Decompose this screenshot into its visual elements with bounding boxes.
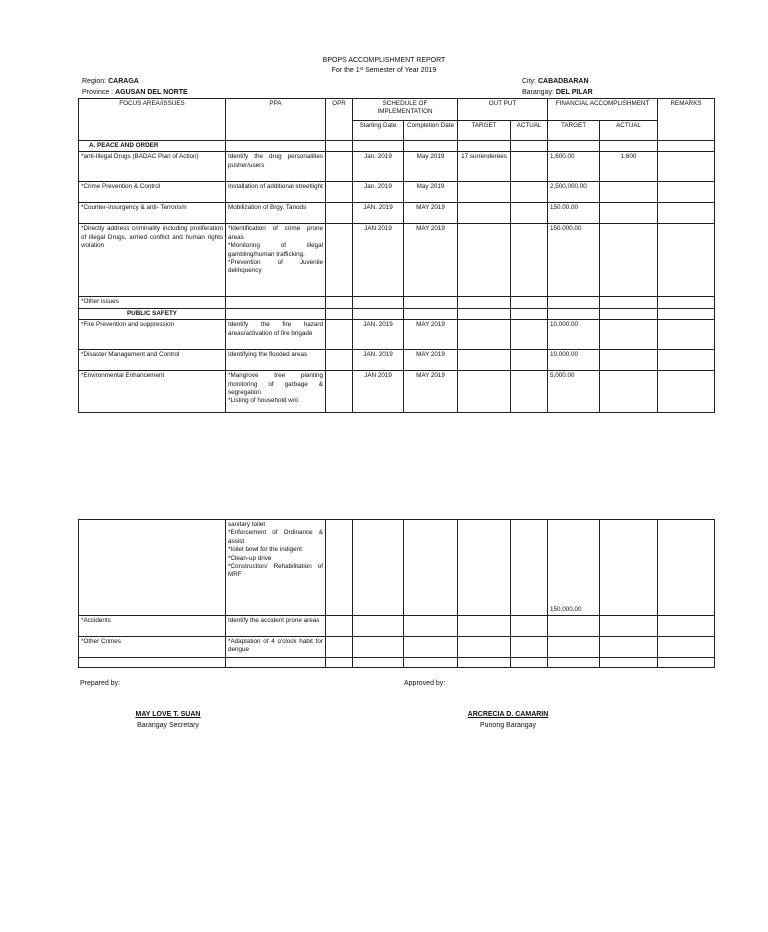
remarks-cell xyxy=(658,658,715,668)
table-row xyxy=(79,320,715,350)
focus-cell: *Crime Prevention & Control xyxy=(79,182,226,203)
remarks-cell xyxy=(658,371,715,413)
ppa-cell: *Identification of crime prone areas *Monitoring of illegal gambling/human trafficking. *Prevention of Juvenile delinquency xyxy=(226,224,326,297)
financial-actual-cell xyxy=(600,637,658,658)
ppa-cell xyxy=(226,297,326,308)
completion-date-cell: MAY 2019 xyxy=(404,320,458,350)
ppa-cell: Installation of additional streetlight xyxy=(226,182,326,203)
focus-cell: *anti-Illegal Drugs (BADAC Plan of Action) xyxy=(79,152,226,182)
output-target-cell xyxy=(458,616,511,637)
financial-actual-cell xyxy=(600,371,658,413)
output-actual-cell xyxy=(511,520,548,616)
financial-target-cell xyxy=(548,616,600,637)
financial-actual-cell xyxy=(600,520,658,616)
completion-date-cell xyxy=(404,616,458,637)
opr-cell xyxy=(326,297,353,308)
completion-date-cell: MAY 2019 xyxy=(404,224,458,297)
completion-date-cell: MAY 2019 xyxy=(404,371,458,413)
financial-target-cell xyxy=(548,658,600,668)
output-target-cell xyxy=(458,520,511,616)
header-opr: OPR xyxy=(326,99,353,141)
focus-cell xyxy=(79,658,226,668)
start-date-cell xyxy=(353,520,404,616)
start-date-cell: JAN 2019 xyxy=(353,224,404,297)
accomplishment-table xyxy=(78,98,715,413)
remarks-cell xyxy=(658,350,715,371)
table-row xyxy=(79,152,715,182)
completion-date-cell: May 2019 xyxy=(404,152,458,182)
start-date-cell xyxy=(353,637,404,658)
approved-by-label: Approved by: xyxy=(404,680,446,687)
section-peace-and-order: A. PEACE AND ORDER xyxy=(79,141,226,152)
financial-target-cell: 150,000.00 xyxy=(548,520,600,616)
prepared-role: Barangay Secretary xyxy=(137,722,199,729)
header-schedule: SCHEDULE OF IMPLEMENTATION xyxy=(353,99,458,121)
output-actual-cell xyxy=(511,297,548,308)
output-target-cell xyxy=(458,320,511,350)
completion-date-cell: MAY 2019 xyxy=(404,350,458,371)
financial-actual-cell xyxy=(600,203,658,224)
ppa-cell: *Adaptation of 4 o'clock habit for dengue xyxy=(226,637,326,658)
financial-target-cell: 10,000.00 xyxy=(548,350,600,371)
focus-cell: *Directly address criminality including proliferation of illegal Drugs, armed conflict and human rights violation xyxy=(79,224,226,297)
remarks-cell xyxy=(658,182,715,203)
focus-cell: *Accidents xyxy=(79,616,226,637)
focus-cell: *Disaster Management and Control xyxy=(79,350,226,371)
output-actual-cell xyxy=(511,637,548,658)
completion-date-cell xyxy=(404,637,458,658)
output-target-cell xyxy=(458,350,511,371)
financial-actual-cell xyxy=(600,224,658,297)
financial-target-cell: 10,000.00 xyxy=(548,320,600,350)
ppa-cell: Identify the drug personalities pusher/users xyxy=(226,152,326,182)
ppa-cell: Mobilization of Brgy. Tanods xyxy=(226,203,326,224)
financial-target-cell: 2,500,000.00 xyxy=(548,182,600,203)
output-actual-cell xyxy=(511,224,548,297)
remarks-cell xyxy=(658,320,715,350)
financial-actual-cell xyxy=(600,297,658,308)
section-row-peace xyxy=(79,141,715,152)
opr-cell xyxy=(326,658,353,668)
financial-target-cell xyxy=(548,637,600,658)
financial-target-cell: 150.00.00 xyxy=(548,203,600,224)
financial-target-cell: 150.000.00 xyxy=(548,224,600,297)
remarks-cell xyxy=(658,152,715,182)
ppa-cell: sanitary toilet *Enforcement of Ordinance & assist *toilet bowl for the indigent *Clean-up drive *Construction/ Rehabilitation of MRF xyxy=(226,520,326,616)
report-subtitle: For the 1st Semester of Year 2019 xyxy=(331,66,437,74)
output-actual-cell xyxy=(511,616,548,637)
output-target-cell xyxy=(458,203,511,224)
focus-cell: *Environmental Enhancement xyxy=(79,371,226,413)
opr-cell xyxy=(326,520,353,616)
start-date-cell xyxy=(353,616,404,637)
continuation-table xyxy=(78,519,715,668)
output-target-cell xyxy=(458,297,511,308)
header-ppa: PPA xyxy=(226,99,326,141)
output-actual-cell xyxy=(511,350,548,371)
province-line: Province : AGUSAN DEL NORTE xyxy=(82,89,188,96)
table-row xyxy=(79,658,715,668)
ppa-cell: Identify the fire hazard areas/activation of fire brigade xyxy=(226,320,326,350)
focus-cell: *Fire Prevention and suppression xyxy=(79,320,226,350)
prepared-by-label: Prepared by: xyxy=(80,680,121,687)
output-target-cell xyxy=(458,182,511,203)
financial-actual-cell xyxy=(600,182,658,203)
region-line: Region: CARAGA xyxy=(82,78,139,85)
header-output: OUT PUT xyxy=(458,99,548,121)
ppa-cell: Identifying the flooded areas xyxy=(226,350,326,371)
table-row xyxy=(79,203,715,224)
focus-cell: *Counter-Insurgency & anti- Terrorism xyxy=(79,203,226,224)
barangay-line: Barangay: DEL PILAR xyxy=(522,89,593,96)
output-actual-cell xyxy=(511,658,548,668)
header-remarks: REMARKS xyxy=(658,99,715,141)
city-line: City: CABADBARAN xyxy=(522,78,589,85)
table-row xyxy=(79,616,715,637)
table-row xyxy=(79,297,715,308)
approved-name: ARCRECIA D. CAMARIN xyxy=(467,711,549,718)
ppa-cell xyxy=(226,658,326,668)
opr-cell xyxy=(326,371,353,413)
header-financial-target: TARGET xyxy=(548,121,600,141)
focus-cell: *Other issues xyxy=(79,297,226,308)
table-row xyxy=(79,182,715,203)
financial-actual-cell xyxy=(600,658,658,668)
start-date-cell: JAN. 2019 xyxy=(353,350,404,371)
opr-cell xyxy=(326,637,353,658)
remarks-cell xyxy=(658,637,715,658)
completion-date-cell xyxy=(404,520,458,616)
remarks-cell xyxy=(658,224,715,297)
financial-actual-cell xyxy=(600,320,658,350)
header-financial-actual: ACTUAL xyxy=(600,121,658,141)
remarks-cell xyxy=(658,520,715,616)
header-output-target: TARGET xyxy=(458,121,511,141)
focus-cell: *Other Crimes xyxy=(79,637,226,658)
opr-cell xyxy=(326,320,353,350)
report-title: BPOPS ACCOMPLISHMENT REPORT xyxy=(322,57,446,64)
remarks-cell xyxy=(658,616,715,637)
opr-cell xyxy=(326,616,353,637)
output-actual-cell xyxy=(511,203,548,224)
completion-date-cell xyxy=(404,658,458,668)
opr-cell xyxy=(326,182,353,203)
approved-role: Punong Barangay xyxy=(479,722,537,729)
output-target-cell xyxy=(458,224,511,297)
output-target-cell: 17 surrenderees xyxy=(458,152,511,182)
start-date-cell: JAN 2019 xyxy=(353,371,404,413)
header-starting-date: Starting Date xyxy=(353,121,404,141)
start-date-cell: Jan. 2019 xyxy=(353,182,404,203)
completion-date-cell xyxy=(404,297,458,308)
opr-cell xyxy=(326,203,353,224)
table-row xyxy=(79,637,715,658)
section-row-public xyxy=(79,308,715,319)
output-actual-cell xyxy=(511,182,548,203)
table-row xyxy=(79,371,715,413)
completion-date-cell: May 2019 xyxy=(404,182,458,203)
financial-actual-cell xyxy=(600,350,658,371)
financial-actual-cell: 1,600 xyxy=(600,152,658,182)
financial-actual-cell xyxy=(600,616,658,637)
start-date-cell xyxy=(353,297,404,308)
financial-target-cell: 1,600.00 xyxy=(548,152,600,182)
table-row xyxy=(79,520,715,616)
output-actual-cell xyxy=(511,152,548,182)
opr-cell xyxy=(326,224,353,297)
ppa-cell: *Mangrove tree planting monitoring of garbage & segregation *Listing of household w/o xyxy=(226,371,326,413)
ppa-cell: Identify the accident prone areas xyxy=(226,616,326,637)
prepared-name: MAY LOVE T. SUAN xyxy=(135,711,201,718)
remarks-cell xyxy=(658,203,715,224)
table-row xyxy=(79,224,715,297)
start-date-cell xyxy=(353,658,404,668)
output-target-cell xyxy=(458,371,511,413)
start-date-cell: Jan. 2019 xyxy=(353,152,404,182)
completion-date-cell: MAY 2019 xyxy=(404,203,458,224)
table-row xyxy=(79,350,715,371)
financial-target-cell xyxy=(548,297,600,308)
opr-cell xyxy=(326,152,353,182)
header-focus: FOCUS AREA/ISSUES xyxy=(79,99,226,141)
header-financial: FINANCIAL ACCOMPLISHMENT xyxy=(548,99,658,121)
financial-target-cell: 5,000.00 xyxy=(548,371,600,413)
section-public-safety: PUBLIC SAFETY xyxy=(79,308,226,319)
focus-cell xyxy=(79,520,226,616)
header-output-actual: ACTUAL xyxy=(511,121,548,141)
output-actual-cell xyxy=(511,371,548,413)
remarks-cell xyxy=(658,297,715,308)
header-completion-date: Completion Date xyxy=(404,121,458,141)
opr-cell xyxy=(326,350,353,371)
output-target-cell xyxy=(458,637,511,658)
start-date-cell: JAN. 2019 xyxy=(353,203,404,224)
output-target-cell xyxy=(458,658,511,668)
start-date-cell: JAN. 2019 xyxy=(353,320,404,350)
output-actual-cell xyxy=(511,320,548,350)
